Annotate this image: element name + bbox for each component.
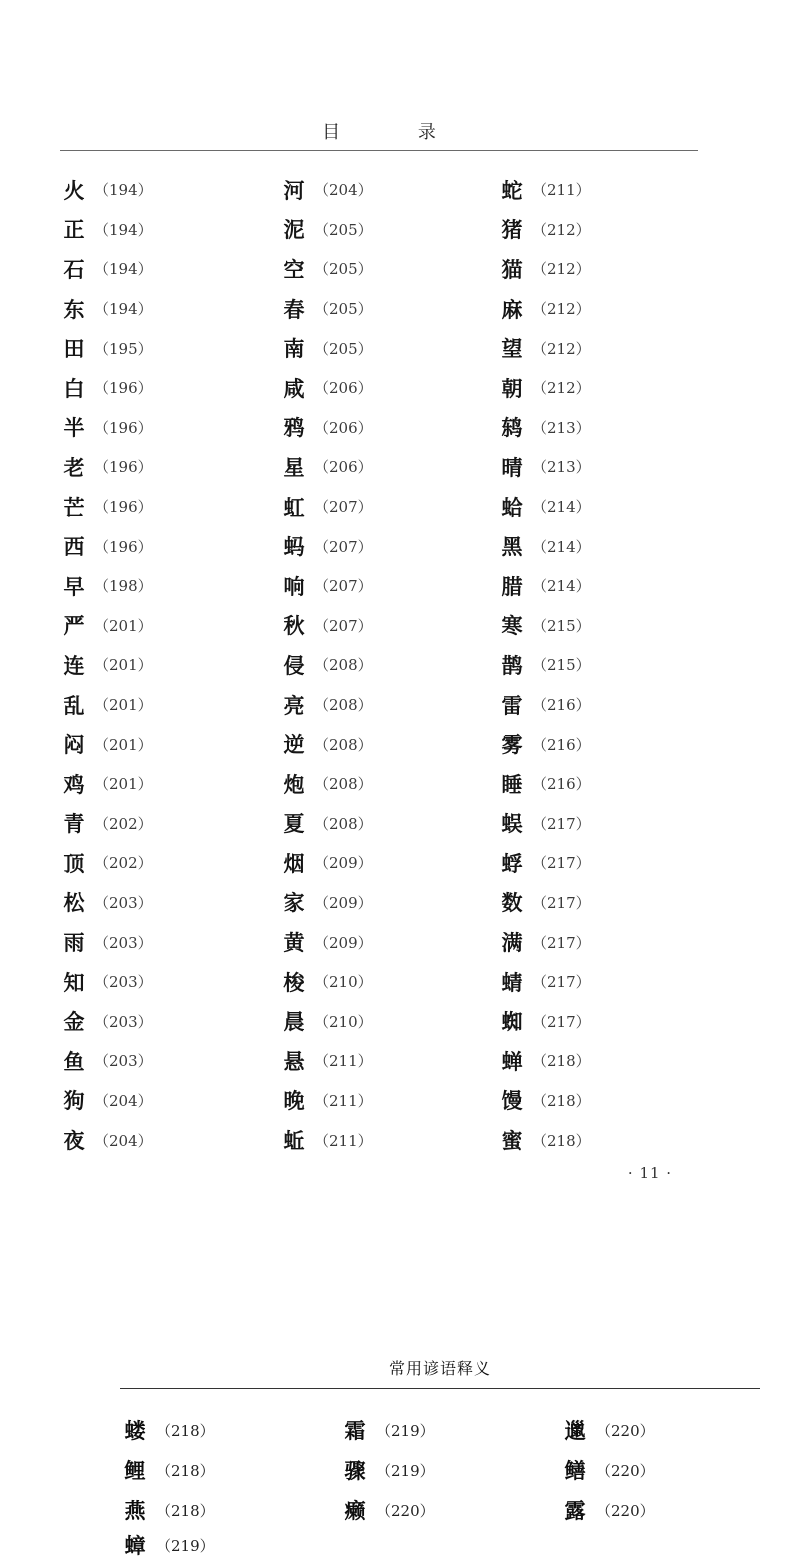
entry-page: （213） <box>532 418 591 437</box>
entry-character: 露 <box>564 1498 586 1523</box>
entry-character: 星 <box>283 454 305 480</box>
toc-entry[interactable] <box>60 685 153 725</box>
entry-page: （218） <box>532 1091 591 1110</box>
entry-page: （194） <box>94 300 153 319</box>
entry-page: （196） <box>94 537 153 556</box>
toc-entry[interactable] <box>60 487 153 527</box>
toc-entry[interactable] <box>60 843 153 883</box>
entry-page: （214） <box>532 577 591 596</box>
entry-character: 晨 <box>283 1009 305 1035</box>
entry-character: 蜻 <box>501 969 523 995</box>
toc-entry[interactable] <box>340 1490 435 1530</box>
toc-entry[interactable] <box>498 883 591 923</box>
toc-entry[interactable] <box>280 368 373 408</box>
entry-character: 空 <box>283 256 305 282</box>
entry-character: 金 <box>63 1009 85 1035</box>
entry-character: 望 <box>501 336 523 362</box>
toc-entry[interactable] <box>498 685 591 725</box>
entry-page: （212） <box>532 300 591 319</box>
entry-character: 家 <box>283 890 305 916</box>
entry-character: 鱼 <box>63 1048 85 1074</box>
entry-character: 睡 <box>501 771 523 797</box>
toc-entry[interactable] <box>560 1410 655 1450</box>
entry-page: （201） <box>94 775 153 794</box>
entry-page: （210） <box>314 973 373 992</box>
entry-page: （196） <box>94 379 153 398</box>
toc-entry[interactable] <box>498 526 591 566</box>
entry-page: （219） <box>376 1421 435 1440</box>
toc-entry[interactable] <box>498 210 591 250</box>
entry-character: 数 <box>501 890 523 916</box>
entry-character: 侵 <box>283 652 305 678</box>
toc-entry[interactable] <box>280 843 373 883</box>
entry-character: 夏 <box>283 811 305 837</box>
toc-entry[interactable] <box>60 289 153 329</box>
entry-page: （218） <box>532 1052 591 1071</box>
toc-entry[interactable] <box>498 922 591 962</box>
toc-entry[interactable] <box>60 1001 153 1041</box>
entry-page: （220） <box>596 1501 655 1520</box>
entry-page: （208） <box>314 696 373 715</box>
entry-page: （204） <box>94 1131 153 1150</box>
entry-character: 咸 <box>283 375 305 401</box>
entry-page: （217） <box>532 1012 591 1031</box>
entry-character: 鲤 <box>124 1458 146 1483</box>
entry-page: （209） <box>314 854 373 873</box>
entry-page: （214） <box>532 537 591 556</box>
toc-entry[interactable] <box>498 170 591 210</box>
toc-entry[interactable] <box>280 289 373 329</box>
toc-entry[interactable] <box>60 526 153 566</box>
toc-entry[interactable] <box>340 1410 435 1450</box>
entry-page: （214） <box>532 498 591 517</box>
entry-page: （204） <box>94 1091 153 1110</box>
entry-character: 腊 <box>501 573 523 599</box>
entry-page: （205） <box>314 300 373 319</box>
entry-character: 早 <box>63 573 85 599</box>
entry-page: （208） <box>314 814 373 833</box>
toc-entry[interactable] <box>280 724 373 764</box>
entry-character: 癞 <box>344 1498 366 1523</box>
entry-character: 青 <box>63 811 85 837</box>
entry-character: 鸡 <box>63 771 85 797</box>
entry-page: （196） <box>94 498 153 517</box>
entry-character: 顶 <box>63 850 85 876</box>
entry-character: 虹 <box>283 494 305 520</box>
entry-page: （202） <box>94 814 153 833</box>
toc-entry[interactable] <box>280 249 373 289</box>
toc-entry[interactable] <box>60 883 153 923</box>
entry-character: 南 <box>283 336 305 362</box>
entry-character: 蛤 <box>501 494 523 520</box>
entry-page: （216） <box>532 775 591 794</box>
toc-entry[interactable] <box>560 1490 655 1530</box>
entry-character: 蛇 <box>501 177 523 203</box>
entry-page: （218） <box>156 1421 215 1440</box>
entry-page: （217） <box>532 854 591 873</box>
toc-entry[interactable] <box>280 487 373 527</box>
entry-character: 芒 <box>63 494 85 520</box>
toc-entry[interactable] <box>498 1001 591 1041</box>
toc-entry[interactable] <box>498 962 591 1002</box>
entry-character: 邋 <box>564 1418 586 1443</box>
toc-entry[interactable] <box>60 368 153 408</box>
entry-page: （205） <box>314 220 373 239</box>
entry-character: 老 <box>63 454 85 480</box>
entry-page: （207） <box>314 616 373 635</box>
toc-entry[interactable] <box>280 447 373 487</box>
toc-entry[interactable] <box>60 447 153 487</box>
entry-character: 知 <box>63 969 85 995</box>
entry-page: （194） <box>94 181 153 200</box>
entry-character: 朝 <box>501 375 523 401</box>
toc-entry[interactable] <box>280 328 373 368</box>
toc-entry[interactable] <box>60 724 153 764</box>
entry-page: （211） <box>314 1052 373 1071</box>
entry-page: （198） <box>94 577 153 596</box>
entry-page: （217） <box>532 973 591 992</box>
toc-entry[interactable] <box>560 1450 655 1490</box>
entry-character: 蝉 <box>501 1048 523 1074</box>
toc-entry[interactable] <box>120 1450 215 1490</box>
entry-character: 闷 <box>63 732 85 758</box>
entry-character: 烟 <box>283 850 305 876</box>
toc-column-b3 <box>560 1410 655 1530</box>
entry-page: （203） <box>94 893 153 912</box>
entry-page: （204） <box>314 181 373 200</box>
entry-character: 霜 <box>344 1418 366 1443</box>
toc-entry[interactable] <box>498 566 591 606</box>
toc-entry[interactable] <box>498 289 591 329</box>
toc-entry[interactable] <box>60 210 153 250</box>
toc-entry[interactable] <box>498 724 591 764</box>
toc-entry-partial <box>120 1530 215 1560</box>
toc-entry[interactable] <box>498 447 591 487</box>
toc-entry[interactable] <box>120 1410 215 1450</box>
entry-character: 悬 <box>283 1048 305 1074</box>
entry-page: （202） <box>94 854 153 873</box>
entry-character: 炮 <box>283 771 305 797</box>
entry-page: （207） <box>314 577 373 596</box>
entry-page: （203） <box>94 1012 153 1031</box>
entry-page: （206） <box>314 458 373 477</box>
entry-character: 蜜 <box>501 1128 523 1154</box>
toc-entry[interactable] <box>280 170 373 210</box>
entry-page: （207） <box>314 498 373 517</box>
entry-page: （219） <box>156 1536 215 1555</box>
toc-column-3 <box>498 170 591 1160</box>
entry-character: 响 <box>283 573 305 599</box>
entry-page: （212） <box>532 220 591 239</box>
entry-character: 晚 <box>283 1088 305 1114</box>
toc-entry[interactable] <box>60 922 153 962</box>
entry-character: 东 <box>63 296 85 322</box>
entry-character: 猪 <box>501 217 523 243</box>
toc-column-2 <box>280 170 373 1160</box>
toc-column-b1 <box>120 1410 215 1530</box>
entry-character: 麻 <box>501 296 523 322</box>
entry-character: 连 <box>63 652 85 678</box>
toc-entry[interactable] <box>280 606 373 646</box>
toc-entry[interactable] <box>280 408 373 448</box>
entry-page: （212） <box>532 339 591 358</box>
section-header <box>120 1352 760 1389</box>
entry-character: 鹊 <box>501 652 523 678</box>
entry-page: （201） <box>94 735 153 754</box>
toc-entry[interactable] <box>280 1041 373 1081</box>
entry-page: （208） <box>314 775 373 794</box>
entry-character: 黑 <box>501 534 523 560</box>
toc-entry[interactable] <box>498 368 591 408</box>
entry-page: （212） <box>532 379 591 398</box>
toc-entry[interactable] <box>280 1081 373 1121</box>
entry-page: （209） <box>314 933 373 952</box>
toc-entry[interactable] <box>280 1001 373 1041</box>
toc-entry[interactable] <box>120 1490 215 1530</box>
toc-entry[interactable] <box>60 170 153 210</box>
entry-character: 半 <box>63 415 85 441</box>
page-number: · 11 · <box>627 1164 673 1182</box>
entry-page: （203） <box>94 1052 153 1071</box>
page-header <box>60 118 698 151</box>
entry-page: （196） <box>94 418 153 437</box>
entry-page: （219） <box>376 1461 435 1480</box>
entry-character: 鳝 <box>564 1458 586 1483</box>
toc-entry[interactable] <box>498 408 591 448</box>
entry-character: 馒 <box>501 1088 523 1114</box>
page-title: 目 录 <box>322 122 472 143</box>
entry-page: （218） <box>156 1501 215 1520</box>
entry-page: （203） <box>94 973 153 992</box>
entry-page: （194） <box>94 220 153 239</box>
entry-character: 骤 <box>344 1458 366 1483</box>
entry-page: （211） <box>532 181 591 200</box>
toc-entry[interactable] <box>60 566 153 606</box>
entry-page: （196） <box>94 458 153 477</box>
toc-entry[interactable] <box>280 526 373 566</box>
entry-page: （206） <box>314 418 373 437</box>
entry-character: 蟑 <box>124 1533 146 1558</box>
entry-page: （212） <box>532 260 591 279</box>
toc-entry[interactable] <box>498 328 591 368</box>
toc-entry[interactable] <box>280 804 373 844</box>
entry-character: 逆 <box>283 732 305 758</box>
entry-page: （210） <box>314 1012 373 1031</box>
entry-character: 蚯 <box>283 1128 305 1154</box>
entry-character: 雨 <box>63 930 85 956</box>
entry-page: （194） <box>94 260 153 279</box>
toc-entry[interactable] <box>280 764 373 804</box>
entry-character: 满 <box>501 930 523 956</box>
entry-page: （195） <box>94 339 153 358</box>
entry-character: 乱 <box>63 692 85 718</box>
entry-page: （201） <box>94 656 153 675</box>
toc-entry[interactable] <box>280 883 373 923</box>
entry-character: 鸦 <box>283 415 305 441</box>
entry-character: 秋 <box>283 613 305 639</box>
toc-entry[interactable] <box>498 487 591 527</box>
entry-character: 寒 <box>501 613 523 639</box>
entry-page: （205） <box>314 260 373 279</box>
entry-character: 田 <box>63 336 85 362</box>
entry-character: 火 <box>63 177 85 203</box>
toc-entry[interactable] <box>60 249 153 289</box>
entry-page: （220） <box>596 1461 655 1480</box>
toc-entry[interactable] <box>280 922 373 962</box>
toc-entry[interactable] <box>498 645 591 685</box>
toc-entry[interactable] <box>498 1041 591 1081</box>
toc-entry[interactable] <box>280 210 373 250</box>
entry-character: 雾 <box>501 732 523 758</box>
entry-page: （206） <box>314 379 373 398</box>
entry-page: （211） <box>314 1131 373 1150</box>
entry-page: （211） <box>314 1091 373 1110</box>
entry-page: （215） <box>532 656 591 675</box>
entry-character: 蜘 <box>501 1009 523 1035</box>
toc-entry[interactable] <box>280 1120 373 1160</box>
entry-character: 猫 <box>501 256 523 282</box>
toc-entry[interactable] <box>60 328 153 368</box>
entry-character: 亮 <box>283 692 305 718</box>
entry-character: 松 <box>63 890 85 916</box>
entry-page: （217） <box>532 933 591 952</box>
entry-page: （216） <box>532 696 591 715</box>
toc-entry[interactable] <box>498 249 591 289</box>
toc-entry[interactable] <box>498 1081 591 1121</box>
toc-entry[interactable] <box>498 804 591 844</box>
entry-page: （215） <box>532 616 591 635</box>
entry-page: （203） <box>94 933 153 952</box>
toc-entry[interactable] <box>60 1120 153 1160</box>
entry-page: （218） <box>532 1131 591 1150</box>
entry-page: （220） <box>376 1501 435 1520</box>
entry-character: 白 <box>63 375 85 401</box>
entry-character: 蜉 <box>501 850 523 876</box>
entry-page: （218） <box>156 1461 215 1480</box>
entry-character: 正 <box>63 217 85 243</box>
section-title: 常用谚语释义 <box>388 1359 491 1378</box>
toc-entry[interactable] <box>60 408 153 448</box>
toc-column-1 <box>60 170 153 1160</box>
toc-entry[interactable] <box>280 962 373 1002</box>
toc-entry[interactable] <box>280 685 373 725</box>
entry-page: （217） <box>532 814 591 833</box>
entry-character: 春 <box>283 296 305 322</box>
toc-column-b2 <box>340 1410 435 1530</box>
entry-character: 河 <box>283 177 305 203</box>
entry-page: （213） <box>532 458 591 477</box>
toc-entry[interactable] <box>60 645 153 685</box>
entry-character: 蝼 <box>124 1418 146 1443</box>
toc-entry[interactable] <box>280 566 373 606</box>
entry-character: 黄 <box>283 930 305 956</box>
entry-character: 严 <box>63 613 85 639</box>
toc-entry[interactable] <box>60 1081 153 1121</box>
entry-character: 西 <box>63 534 85 560</box>
entry-character: 蜈 <box>501 811 523 837</box>
toc-entry[interactable] <box>498 606 591 646</box>
entry-page: （207） <box>314 537 373 556</box>
entry-character: 石 <box>63 256 85 282</box>
entry-page: （220） <box>596 1421 655 1440</box>
toc-entry[interactable] <box>498 1120 591 1160</box>
entry-page: （205） <box>314 339 373 358</box>
entry-page: （201） <box>94 696 153 715</box>
entry-character: 燕 <box>124 1498 146 1523</box>
entry-page: （216） <box>532 735 591 754</box>
toc-entry[interactable] <box>60 804 153 844</box>
toc-entry[interactable] <box>340 1450 435 1490</box>
toc-entry[interactable] <box>60 764 153 804</box>
entry-character: 狗 <box>63 1088 85 1114</box>
toc-entry[interactable] <box>60 606 153 646</box>
entry-page: （209） <box>314 893 373 912</box>
entry-page: （208） <box>314 656 373 675</box>
toc-entry[interactable] <box>60 962 153 1002</box>
entry-character: 蚂 <box>283 534 305 560</box>
entry-character: 雷 <box>501 692 523 718</box>
toc-entry[interactable] <box>60 1041 153 1081</box>
entry-character: 夜 <box>63 1128 85 1154</box>
entry-character: 梭 <box>283 969 305 995</box>
toc-entry[interactable] <box>498 764 591 804</box>
entry-page: （201） <box>94 616 153 635</box>
toc-entry[interactable] <box>498 843 591 883</box>
entry-character: 晴 <box>501 454 523 480</box>
entry-page: （208） <box>314 735 373 754</box>
toc-entry[interactable] <box>280 645 373 685</box>
entry-character: 鸫 <box>501 415 523 441</box>
entry-character: 泥 <box>283 217 305 243</box>
entry-page: （217） <box>532 893 591 912</box>
